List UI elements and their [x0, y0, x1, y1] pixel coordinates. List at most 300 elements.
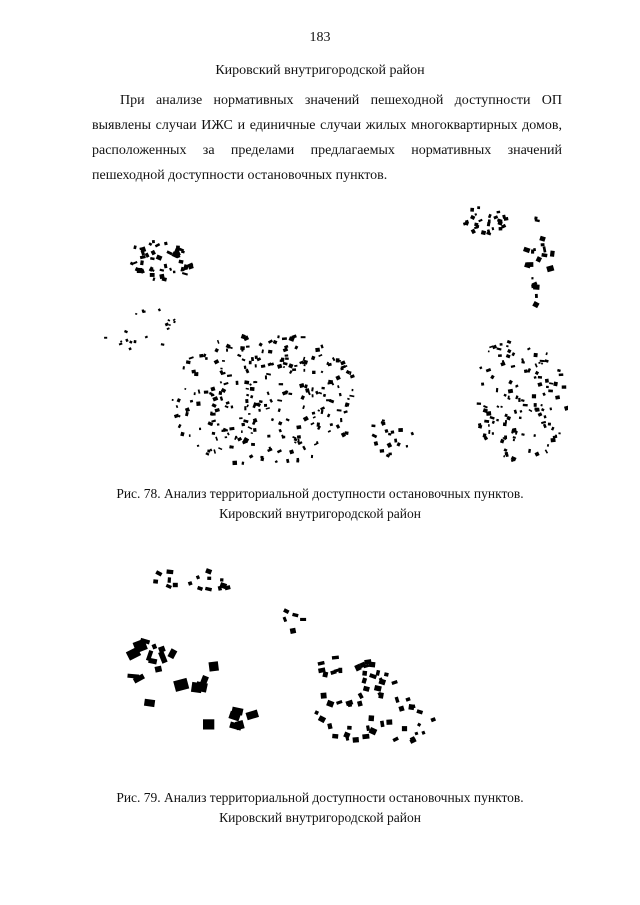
building-footprint: [477, 206, 480, 209]
building-footprint: [406, 445, 408, 448]
building-footprint: [551, 427, 555, 431]
figure-79-map: [110, 538, 450, 783]
building-footprint: [564, 405, 568, 410]
building-footprint: [226, 349, 228, 352]
building-footprint: [259, 400, 263, 403]
building-footprint: [518, 398, 520, 402]
building-footprint: [479, 366, 482, 369]
building-footprint: [226, 401, 230, 405]
building-footprint: [155, 570, 162, 576]
building-footprint: [302, 405, 305, 409]
building-footprint: [314, 710, 319, 715]
building-footprint: [197, 445, 200, 447]
building-footprint: [347, 726, 352, 730]
building-footprint: [215, 437, 218, 441]
building-footprint: [321, 410, 324, 414]
building-footprint: [471, 229, 476, 234]
building-footprint: [159, 274, 164, 279]
building-footprint: [259, 342, 263, 346]
building-footprint: [166, 250, 172, 255]
building-footprint: [275, 460, 278, 463]
building-footprint: [250, 387, 255, 391]
building-footprint: [339, 668, 343, 673]
building-footprint: [499, 227, 503, 231]
building-footprint: [318, 354, 322, 357]
building-footprint: [218, 447, 222, 450]
building-footprint: [478, 219, 483, 223]
building-footprint: [253, 428, 257, 432]
building-footprint: [374, 441, 379, 446]
building-footprint: [148, 242, 152, 246]
building-footprint: [336, 700, 343, 705]
building-footprint: [549, 382, 553, 384]
building-footprint: [541, 421, 546, 424]
building-footprint: [545, 449, 548, 453]
building-footprint: [362, 734, 369, 739]
building-footprint: [488, 351, 490, 353]
building-footprint: [553, 382, 558, 387]
building-footprint: [378, 692, 384, 699]
building-footprint: [250, 395, 253, 398]
building-footprint: [244, 366, 247, 370]
building-footprint: [125, 338, 128, 342]
building-footprint: [506, 416, 511, 421]
building-footprint: [301, 336, 306, 338]
building-footprint: [475, 225, 479, 229]
building-footprint: [328, 380, 333, 385]
building-footprint: [368, 715, 374, 721]
building-footprint: [533, 434, 536, 437]
building-footprint: [189, 356, 194, 359]
building-footprint: [303, 369, 305, 372]
building-footprint: [541, 253, 547, 257]
building-footprint: [211, 413, 215, 416]
building-footprint: [134, 340, 137, 343]
building-footprint: [336, 424, 340, 429]
building-footprint: [392, 737, 399, 743]
building-footprint: [421, 731, 425, 735]
building-footprint: [277, 449, 282, 453]
building-footprint: [174, 414, 179, 419]
building-footprint: [164, 242, 168, 246]
building-footprint: [544, 415, 547, 418]
building-footprint: [500, 406, 503, 408]
building-footprint: [283, 617, 288, 623]
building-footprint: [308, 391, 311, 395]
building-footprint: [311, 356, 315, 361]
building-footprint: [205, 568, 212, 574]
section-heading: Кировский внутригородской район: [215, 63, 425, 78]
building-footprint: [470, 215, 475, 220]
building-footprint: [508, 380, 513, 385]
building-footprint: [284, 345, 288, 349]
building-footprint: [223, 382, 228, 385]
building-footprint: [156, 255, 163, 261]
building-footprint: [535, 294, 538, 298]
building-footprint: [288, 393, 292, 396]
building-footprint: [506, 354, 511, 358]
building-footprint: [387, 442, 393, 448]
building-footprint: [486, 411, 491, 416]
building-footprint: [173, 318, 176, 321]
building-footprint: [398, 706, 404, 712]
building-footprint: [294, 365, 297, 367]
building-footprint: [531, 250, 534, 254]
building-footprint: [332, 734, 338, 739]
building-footprint: [169, 268, 172, 271]
building-footprint: [364, 659, 371, 664]
building-footprint: [251, 357, 254, 361]
building-footprint: [361, 677, 367, 683]
building-footprint: [304, 384, 308, 388]
building-footprint: [481, 382, 484, 385]
building-footprint: [290, 628, 297, 634]
building-footprint: [285, 357, 289, 359]
building-footprint: [500, 439, 505, 444]
building-footprint: [296, 460, 299, 463]
building-footprint: [411, 432, 415, 436]
building-footprint: [540, 404, 542, 406]
building-footprint: [547, 444, 549, 447]
building-footprint: [488, 424, 490, 427]
building-footprint: [277, 335, 280, 338]
building-footprint: [289, 449, 294, 454]
building-footprint: [503, 455, 505, 457]
building-footprint: [237, 354, 241, 358]
building-footprint: [304, 364, 306, 366]
building-footprint: [371, 424, 375, 427]
building-footprint: [167, 648, 177, 659]
building-footprint: [511, 352, 515, 356]
building-footprint: [533, 353, 537, 357]
building-footprint: [294, 441, 297, 443]
building-footprint: [513, 439, 515, 442]
building-footprint: [288, 363, 293, 368]
building-footprint: [130, 262, 134, 266]
building-footprint: [339, 393, 342, 397]
building-footprint: [332, 655, 339, 659]
building-footprint: [286, 418, 290, 421]
building-footprint: [345, 700, 353, 707]
building-footprint: [209, 661, 219, 671]
building-footprint: [248, 426, 253, 430]
building-footprint: [196, 401, 200, 406]
building-footprint: [199, 354, 203, 358]
building-footprint: [297, 435, 301, 439]
building-footprint: [165, 322, 169, 326]
building-footprint: [488, 430, 490, 434]
building-footprint: [534, 403, 537, 407]
building-footprint: [246, 394, 249, 397]
building-footprint: [196, 575, 200, 579]
building-footprint: [493, 215, 498, 219]
building-footprint: [498, 354, 502, 357]
building-footprint: [514, 410, 517, 414]
building-footprint: [344, 431, 348, 435]
building-footprint: [182, 272, 188, 276]
building-footprint: [527, 347, 531, 350]
building-footprint: [546, 265, 554, 272]
building-footprint: [323, 394, 326, 397]
building-footprint: [541, 408, 545, 411]
building-footprint: [169, 324, 171, 326]
building-footprint: [246, 710, 260, 721]
building-footprint: [486, 232, 491, 236]
building-footprint: [363, 686, 370, 692]
building-footprint: [545, 352, 547, 355]
building-footprint: [217, 423, 220, 426]
building-footprint: [218, 391, 222, 395]
building-footprint: [337, 385, 340, 388]
building-footprint: [521, 399, 525, 402]
building-footprint: [207, 450, 210, 453]
building-footprint: [337, 409, 342, 411]
building-footprint: [496, 388, 498, 392]
building-footprint: [155, 243, 160, 247]
building-footprint: [182, 366, 184, 369]
building-footprint: [531, 277, 533, 279]
building-footprint: [177, 398, 181, 403]
building-footprint: [246, 345, 250, 347]
building-footprint: [536, 256, 542, 263]
building-footprint: [246, 404, 249, 407]
building-footprint: [543, 424, 547, 429]
building-footprint: [135, 313, 137, 315]
building-footprint: [204, 390, 209, 393]
building-footprint: [214, 348, 219, 353]
building-footprint: [504, 435, 507, 439]
building-footprint: [140, 255, 146, 259]
building-footprint: [544, 359, 548, 363]
building-footprint: [251, 443, 255, 446]
building-footprint: [246, 388, 249, 390]
building-footprint: [349, 395, 354, 397]
building-footprint: [415, 732, 419, 736]
building-footprint: [292, 613, 299, 618]
building-footprint: [524, 369, 528, 373]
building-footprint: [358, 692, 364, 699]
building-footprint: [545, 379, 549, 383]
building-footprint: [265, 375, 267, 379]
figure-79-caption-line1: Рис. 79. Анализ территориальной доступности остановочных пунктов.: [116, 790, 524, 805]
building-footprint: [347, 398, 350, 400]
building-footprint: [127, 674, 139, 679]
building-footprint: [357, 701, 363, 707]
building-footprint: [283, 608, 289, 614]
building-footprint: [548, 389, 553, 392]
building-footprint: [548, 423, 551, 426]
building-footprint: [164, 264, 168, 269]
building-footprint: [312, 394, 314, 397]
building-footprint: [317, 422, 320, 426]
building-footprint: [543, 246, 547, 252]
building-footprint: [190, 400, 193, 403]
building-footprint: [508, 389, 513, 394]
building-footprint: [380, 449, 385, 453]
building-footprint: [166, 584, 172, 589]
building-footprint: [538, 376, 542, 379]
building-footprint: [264, 404, 267, 407]
building-footprint: [506, 345, 509, 347]
building-footprint: [318, 715, 326, 723]
building-footprint: [185, 407, 190, 412]
building-footprint: [562, 385, 567, 388]
building-footprint: [203, 719, 214, 729]
building-footprint: [283, 362, 288, 366]
building-footprint: [492, 421, 495, 425]
building-footprint: [244, 380, 249, 384]
building-footprint: [321, 692, 327, 698]
building-footprint: [310, 422, 314, 425]
building-footprint: [540, 360, 545, 362]
building-footprint: [266, 373, 271, 376]
building-footprint: [559, 373, 564, 376]
building-footprint: [241, 430, 243, 433]
building-footprint: [496, 405, 499, 408]
building-footprint: [532, 394, 536, 398]
building-footprint: [551, 438, 556, 442]
building-footprint: [507, 349, 511, 353]
building-footprint: [326, 700, 334, 708]
building-footprint: [220, 368, 222, 370]
building-footprint: [237, 437, 242, 442]
building-footprint: [158, 651, 168, 664]
building-footprint: [155, 666, 163, 673]
building-footprint: [205, 587, 212, 592]
building-footprint: [129, 340, 132, 343]
building-footprint: [315, 348, 320, 353]
building-footprint: [330, 670, 337, 675]
building-footprint: [178, 260, 183, 264]
building-footprint: [335, 375, 340, 380]
building-footprint: [492, 227, 495, 230]
building-footprint: [521, 433, 524, 436]
building-footprint: [289, 370, 293, 374]
building-footprint: [244, 406, 246, 410]
building-footprint: [535, 371, 539, 375]
building-footprint: [321, 387, 324, 390]
building-footprint: [271, 418, 274, 421]
building-footprint: [496, 419, 499, 422]
building-footprint: [236, 381, 239, 385]
building-footprint: [124, 330, 128, 333]
building-footprint: [191, 682, 202, 693]
building-footprint: [220, 578, 223, 581]
building-footprint: [369, 727, 378, 735]
building-footprint: [477, 402, 481, 405]
building-footprint: [520, 410, 523, 413]
building-footprint: [296, 425, 301, 429]
building-footprint: [396, 442, 400, 447]
building-footprint: [158, 308, 161, 311]
building-footprint: [215, 408, 220, 412]
building-footprint: [528, 449, 531, 453]
building-footprint: [152, 240, 155, 243]
building-footprint: [486, 368, 492, 372]
building-footprint: [391, 680, 398, 685]
building-footprint: [255, 364, 257, 367]
building-footprint: [249, 383, 252, 386]
building-footprint: [492, 432, 494, 435]
building-footprint: [430, 717, 436, 722]
building-footprint: [166, 569, 173, 574]
building-footprint: [133, 245, 136, 249]
building-footprint: [541, 243, 545, 246]
building-footprint: [240, 346, 245, 350]
figure-79-caption: [60, 788, 580, 828]
building-footprint: [210, 387, 215, 392]
building-footprint: [300, 618, 306, 621]
building-footprint: [241, 462, 244, 465]
building-footprint: [159, 269, 164, 272]
building-footprint: [470, 208, 474, 212]
building-footprint: [490, 375, 494, 380]
building-footprint: [249, 361, 252, 364]
building-footprint: [340, 360, 346, 365]
building-footprint: [185, 412, 189, 417]
building-footprint: [245, 369, 249, 374]
building-footprint: [318, 392, 322, 395]
building-footprint: [217, 340, 220, 344]
building-footprint: [176, 246, 180, 250]
building-footprint: [534, 408, 538, 411]
building-footprint: [532, 301, 539, 308]
building-footprint: [320, 406, 325, 410]
building-footprint: [521, 361, 525, 364]
building-footprint: [374, 685, 382, 692]
building-footprint: [173, 271, 176, 274]
building-footprint: [120, 340, 122, 342]
building-footprint: [515, 395, 518, 399]
building-footprint: [167, 327, 170, 330]
building-footprint: [243, 419, 248, 423]
building-footprint: [268, 339, 273, 343]
building-footprint: [283, 366, 285, 368]
building-footprint: [173, 583, 178, 587]
building-footprint: [167, 319, 170, 322]
building-footprint: [227, 374, 232, 377]
building-footprint: [152, 277, 155, 281]
building-footprint: [326, 399, 331, 401]
figure-78-caption-line1: Рис. 78. Анализ территориальной доступности остановочных пунктов.: [116, 486, 524, 501]
building-footprint: [205, 452, 209, 455]
building-footprint: [184, 388, 186, 390]
building-footprint: [519, 417, 522, 420]
building-footprint: [497, 211, 501, 214]
building-footprint: [417, 723, 421, 727]
building-footprint: [537, 382, 542, 387]
building-footprint: [198, 389, 201, 393]
building-footprint: [528, 409, 532, 412]
building-footprint: [255, 355, 258, 359]
building-footprint: [277, 364, 282, 369]
building-footprint: [488, 214, 492, 218]
building-footprint: [213, 449, 216, 453]
building-footprint: [505, 454, 508, 457]
building-footprint: [199, 428, 201, 431]
building-footprint: [220, 396, 223, 401]
building-footprint: [303, 416, 309, 422]
building-footprint: [312, 412, 316, 415]
building-footprint: [503, 448, 507, 452]
building-footprint: [557, 369, 561, 372]
building-footprint: [180, 432, 184, 437]
building-footprint: [140, 260, 144, 265]
building-footprint: [507, 340, 512, 344]
building-footprint: [313, 416, 316, 419]
building-footprint: [533, 284, 540, 290]
building-footprint: [278, 421, 282, 425]
